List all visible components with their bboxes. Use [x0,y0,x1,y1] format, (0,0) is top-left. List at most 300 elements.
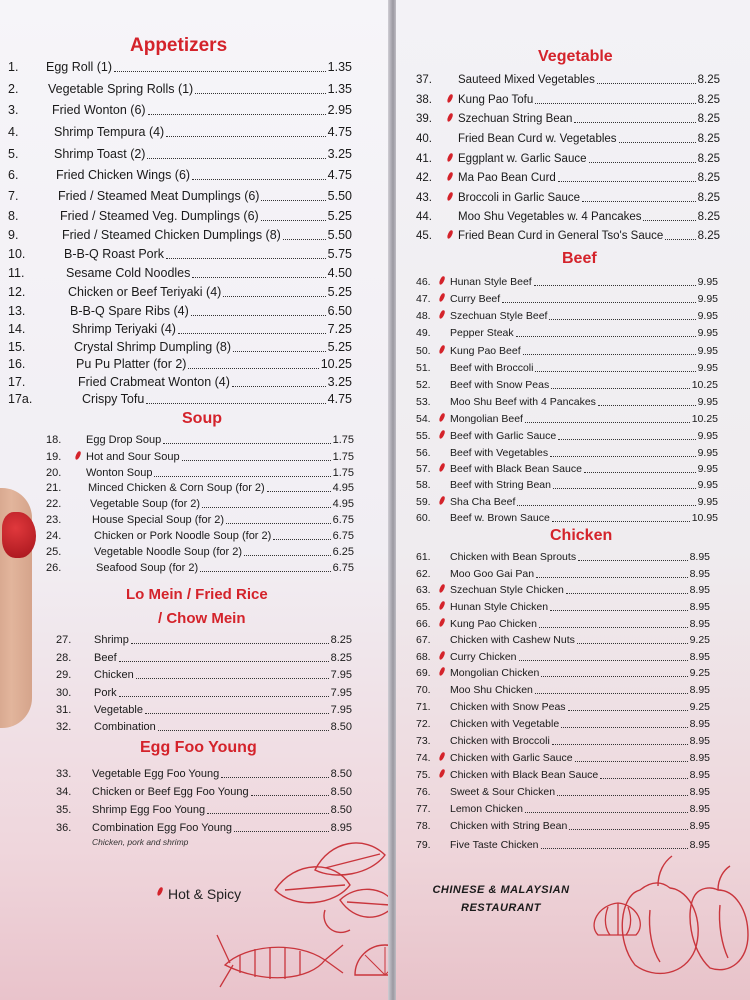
lemon-slice-illustration [350,935,392,985]
item-name: Sauteed Mixed Vegetables [458,74,595,86]
item-name: Beef with Vegetables [450,447,549,459]
dot-leader [195,92,326,94]
item-number: 22. [46,498,62,510]
item-number: 63. [416,584,431,596]
item-name: Fried Bean Curd in General Tso's Sauce [458,230,664,242]
item-name: Szechuan String Bean [458,113,573,125]
menu-right-page [396,0,750,1000]
item-number: 12. [8,285,26,299]
item-price: 8.50 [330,786,352,798]
hot-spicy-pepper-icon [438,618,445,628]
item-price: 5.25 [327,209,352,223]
menu-item [416,443,718,460]
item-number: 28. [56,652,72,664]
item-price: 6.75 [332,562,354,574]
menu-item [416,697,710,714]
dot-leader [119,695,329,697]
item-name: Fried / Steamed Meat Dumplings (6) [58,189,260,203]
menu-item [46,558,354,575]
menu-item [8,355,352,372]
item-name: Pu Pu Platter (for 2) [76,357,187,371]
item-price: 8.95 [689,684,710,696]
item-price: 5.50 [327,189,352,203]
item-name: Fried / Steamed Chicken Dumplings (8) [62,228,281,242]
item-price: 4.75 [327,168,352,182]
hot-spicy-pepper-icon [438,584,445,594]
item-name: Moo Shu Chicken [450,684,533,696]
dot-leader [584,471,696,473]
item-price: 9.95 [697,327,718,339]
menu-item [416,306,718,323]
item-price: 4.95 [332,482,354,494]
item-name: Chicken [94,669,134,681]
menu-item [46,542,354,559]
menu-item [416,647,710,664]
item-number: 24. [46,530,62,542]
item-number: 66. [416,618,431,630]
item-price: 8.25 [697,230,720,242]
dot-leader [261,199,326,201]
menu-item [8,245,352,262]
item-name: Combination Egg Foo Young [92,822,233,834]
item-name: Chicken or Pork Noodle Soup (for 2) [94,530,272,542]
item-number: 17a. [8,392,33,406]
menu-item [416,109,720,126]
item-name: Curry Chicken [450,651,517,663]
item-price: 8.95 [689,618,710,630]
item-number: 55. [416,430,431,442]
item-price: 8.95 [689,735,710,747]
item-price: 8.95 [689,651,710,663]
hot-spicy-pepper-icon [438,752,445,762]
dot-leader [232,385,326,387]
item-price: 9.95 [697,496,718,508]
menu-item [416,799,710,816]
item-number: 52. [416,379,431,391]
item-price: 3.25 [327,375,352,389]
item-price: 8.95 [689,718,710,730]
dot-leader [192,276,326,278]
item-price: 9.95 [697,447,718,459]
dot-leader [550,455,696,457]
item-price: 7.95 [330,669,352,681]
item-name: Fried Bean Curd w. Vegetables [458,133,617,145]
menu-item [416,475,718,492]
item-name: B-B-Q Spare Ribs (4) [70,304,189,318]
item-name: Beef [94,652,117,664]
item-price: 8.50 [330,804,352,816]
item-price: 8.25 [697,172,720,184]
menu-item [8,58,352,75]
hot-spicy-pepper-icon [438,413,445,423]
menu-item [416,765,710,782]
menu-item [416,272,718,289]
item-price: 6.75 [332,530,354,542]
item-number: 43. [416,192,432,204]
dot-leader [191,314,326,316]
dot-leader [589,161,696,163]
item-price: 8.95 [689,601,710,613]
dot-leader [146,402,326,404]
dot-leader [558,438,696,440]
item-number: 17. [8,375,26,389]
item-price: 10.25 [691,379,718,391]
dot-leader [578,559,688,561]
item-price: 8.95 [689,584,710,596]
hot-spicy-pepper-icon [446,172,453,182]
item-name: Fried Wonton (6) [52,103,146,117]
hot-spicy-pepper-icon [156,887,163,897]
item-number: 16. [8,357,26,371]
dot-leader [251,794,329,796]
dot-leader [148,113,326,115]
menu-item [8,123,352,140]
item-price: 1.35 [327,60,352,74]
menu-item [46,526,354,543]
menu-item [56,782,352,799]
item-number: 61. [416,551,431,563]
item-number: 26. [46,562,62,574]
section-title-beef: Beef [562,250,597,267]
item-number: 34. [56,786,72,798]
menu-item [8,145,352,162]
item-price: 8.95 [689,568,710,580]
item-number: 4. [8,125,19,139]
item-number: 2. [8,82,19,96]
item-name: Fried Crabmeat Wonton (4) [78,375,230,389]
item-price: 8.25 [697,94,720,106]
dot-leader [535,102,696,104]
item-number: 19. [46,451,62,463]
item-name: Ma Pao Bean Curd [458,172,556,184]
item-name: Shrimp Toast (2) [54,147,146,161]
menu-item [416,614,710,631]
dot-leader [131,642,329,644]
item-price: 8.25 [697,192,720,204]
item-name: Moo Goo Gai Pan [450,568,535,580]
item-number: 27. [56,634,72,646]
hot-spicy-pepper-icon [438,310,445,320]
section-title-chicken: Chicken [550,527,613,544]
dot-leader [525,421,690,423]
item-number: 31. [56,704,72,716]
item-price: 1.75 [332,434,354,446]
item-price: 8.25 [697,153,720,165]
item-name: Minced Chicken & Corn Soup (for 2) [88,482,265,494]
item-name: Vegetable [94,704,143,716]
dot-leader [575,760,688,762]
item-name: Pork [94,687,117,699]
menu-item [416,358,718,375]
item-number: 67. [416,634,431,646]
item-price: 1.35 [327,82,352,96]
item-price: 8.25 [697,113,720,125]
menu-item [46,478,354,495]
item-price: 10.95 [691,512,718,524]
item-price: 8.25 [697,211,720,223]
hot-spicy-pepper-icon [438,293,445,303]
item-number: 54. [416,413,431,425]
item-name: Moo Shu Vegetables w. 4 Pancakes [458,211,642,223]
item-name: Shrimp Teriyaki (4) [72,322,176,336]
item-price: 5.75 [327,247,352,261]
item-number: 74. [416,752,431,764]
dot-leader [267,490,331,492]
menu-item [416,714,710,731]
item-price: 9.95 [697,310,718,322]
menu-item [46,430,354,447]
dot-leader [202,506,331,508]
item-price: 9.25 [689,701,710,713]
item-name: Mongolian Chicken [450,667,540,679]
menu-item [8,187,352,204]
item-number: 44. [416,211,432,223]
item-number: 69. [416,667,431,679]
item-price: 10.25 [691,413,718,425]
item-name: Kung Pao Tofu [458,94,534,106]
dot-leader [119,660,329,662]
item-name: Crystal Shrimp Dumpling (8) [74,340,231,354]
item-number: 35. [56,804,72,816]
item-price: 9.95 [697,479,718,491]
item-price: 5.25 [327,285,352,299]
menu-item [416,580,710,597]
item-name: Chicken or Beef Egg Foo Young [92,786,249,798]
item-name: Curry Beef [450,293,501,305]
dot-leader [502,301,696,303]
dot-leader [551,387,690,389]
item-number: 76. [416,786,431,798]
item-price: 10.25 [320,357,352,371]
menu-item [416,289,718,306]
dot-leader [221,776,329,778]
dot-leader [147,157,326,159]
item-number: 32. [56,721,72,733]
item-number: 25. [46,546,62,558]
item-name: Vegetable Egg Foo Young [92,768,220,780]
hot-spicy-legend: Hot & Spicy [168,886,242,902]
dot-leader [517,504,696,506]
item-number: 13. [8,304,26,318]
item-name: Wonton Soup [86,467,153,479]
item-number: 68. [416,651,431,663]
item-name: Beef with Garlic Sauce [450,430,557,442]
menu-item [46,494,354,511]
item-number: 79. [416,839,431,851]
menu-item [8,80,352,97]
hot-spicy-pepper-icon [438,651,445,661]
dot-leader [561,726,688,728]
item-price: 6.50 [327,304,352,318]
item-price: 8.95 [689,839,710,851]
menu-item [416,70,720,87]
dot-leader [569,828,688,830]
hot-spicy-pepper-icon [446,230,453,240]
menu-item [416,323,718,340]
item-price: 8.95 [689,551,710,563]
menu-item [56,683,352,700]
item-price: 6.25 [332,546,354,558]
item-name: Egg Roll (1) [46,60,112,74]
item-price: 5.25 [327,340,352,354]
item-number: 70. [416,684,431,696]
item-name: Shrimp Egg Foo Young [92,804,206,816]
garlic-illustration [588,895,648,945]
item-number: 39. [416,113,432,125]
hot-spicy-pepper-icon [438,276,445,286]
item-name: Pepper Steak [450,327,514,339]
menu-item [416,680,710,697]
dot-leader [226,522,331,524]
item-name: Hunan Style Beef [450,276,532,288]
menu-item [416,341,718,358]
item-price: 5.50 [327,228,352,242]
item-price: 9.95 [697,430,718,442]
dot-leader [523,353,696,355]
item-number: 8. [8,209,19,223]
dot-leader [558,180,696,182]
menu-item [56,717,352,734]
section-title-appetizers: Appetizers [130,35,228,56]
item-number: 6. [8,168,19,182]
menu-item [416,149,720,166]
hot-spicy-pepper-icon [438,601,445,611]
item-price: 8.95 [689,752,710,764]
item-name: House Special Soup (for 2) [92,514,225,526]
item-name: Hot and Sour Soup [86,451,180,463]
item-name: Sha Cha Beef [450,496,516,508]
thumb-nail [2,512,36,558]
dot-leader [552,743,688,745]
item-number: 5. [8,147,19,161]
item-price: 8.25 [697,133,720,145]
item-name: Fried Chicken Wings (6) [56,168,191,182]
item-number: 47. [416,293,431,305]
item-price: 1.75 [332,451,354,463]
menu-item [8,283,352,300]
shrimp-illustration [215,925,345,995]
item-name: Vegetable Soup (for 2) [90,498,201,510]
dot-leader [163,442,331,444]
item-number: 33. [56,768,72,780]
item-number: 49. [416,327,431,339]
item-name: Kung Pao Beef [450,345,521,357]
item-name: Fried / Steamed Veg. Dumplings (6) [60,209,259,223]
item-price: 3.25 [327,147,352,161]
menu-item [8,302,352,319]
item-name: Chicken or Beef Teriyaki (4) [68,285,222,299]
item-price: 7.25 [327,322,352,336]
dot-leader [273,538,331,540]
item-name: Eggplant w. Garlic Sauce [458,153,587,165]
item-name: Chicken with Garlic Sauce [450,752,573,764]
item-name: Szechuan Style Beef [450,310,548,322]
section-title-egg-foo-young: Egg Foo Young [140,739,257,756]
dot-leader [283,238,326,240]
hot-spicy-pepper-icon [438,496,445,506]
dot-leader [519,659,688,661]
item-name: Chicken with Bean Sprouts [450,551,577,563]
item-number: 51. [416,362,431,374]
menu-item [416,731,710,748]
dot-leader [182,459,331,461]
item-price: 9.25 [689,667,710,679]
basil-leaves-illustration [255,830,392,940]
item-name: Lemon Chicken [450,803,523,815]
hot-spicy-pepper-icon [446,94,453,104]
item-price: 4.50 [327,266,352,280]
item-price: 8.25 [697,74,720,86]
menu-item [416,392,718,409]
item-price: 7.95 [330,704,352,716]
menu-item [416,492,718,509]
item-number: 45. [416,230,432,242]
item-number: 53. [416,396,431,408]
hot-spicy-pepper-icon [438,769,445,779]
section-title-soup: Soup [182,410,222,427]
dot-leader [541,675,688,677]
item-number: 73. [416,735,431,747]
dot-leader [536,576,688,578]
item-name: Beef w. Brown Sauce [450,512,550,524]
menu-item [416,168,720,185]
dot-leader [145,712,329,714]
item-price: 8.25 [330,652,352,664]
item-name: Mongolian Beef [450,413,523,425]
hot-spicy-pepper-icon [438,345,445,355]
item-name: Sweet & Sour Chicken [450,786,556,798]
section-title-chowmein: / Chow Mein [158,610,246,627]
dot-leader [665,238,696,240]
item-number: 48. [416,310,431,322]
menu-item [416,459,718,476]
item-price: 9.95 [697,362,718,374]
dot-leader [597,82,696,84]
item-price: 4.75 [327,125,352,139]
dot-leader [557,794,688,796]
dot-leader [154,475,331,477]
menu-item [56,648,352,665]
menu-item [416,816,710,833]
item-number: 21. [46,482,62,494]
item-price: 9.95 [697,293,718,305]
item-number: 15. [8,340,26,354]
menu-item [8,226,352,243]
item-number: 77. [416,803,431,815]
item-number: 23. [46,514,62,526]
item-name: Broccoli in Garlic Sauce [458,192,581,204]
dot-leader [192,178,326,180]
dot-leader [577,642,688,644]
menu-item [8,166,352,183]
item-number: 65. [416,601,431,613]
menu-item [56,764,352,781]
menu-item [56,700,352,717]
menu-item [416,375,718,392]
dot-leader [244,554,331,556]
item-name: Egg Drop Soup [86,434,162,446]
section-title-lomein: Lo Mein / Fried Rice [126,586,268,603]
restaurant-name-line1: CHINESE & MALAYSIAN [432,884,570,896]
dot-leader [233,350,326,352]
item-number: 42. [416,172,432,184]
menu-item [416,508,718,525]
item-number: 78. [416,820,431,832]
restaurant-name-line2: RESTAURANT [461,902,541,914]
item-name: Vegetable Noodle Soup (for 2) [94,546,242,558]
menu-item [8,207,352,224]
item-price: 8.50 [330,721,352,733]
